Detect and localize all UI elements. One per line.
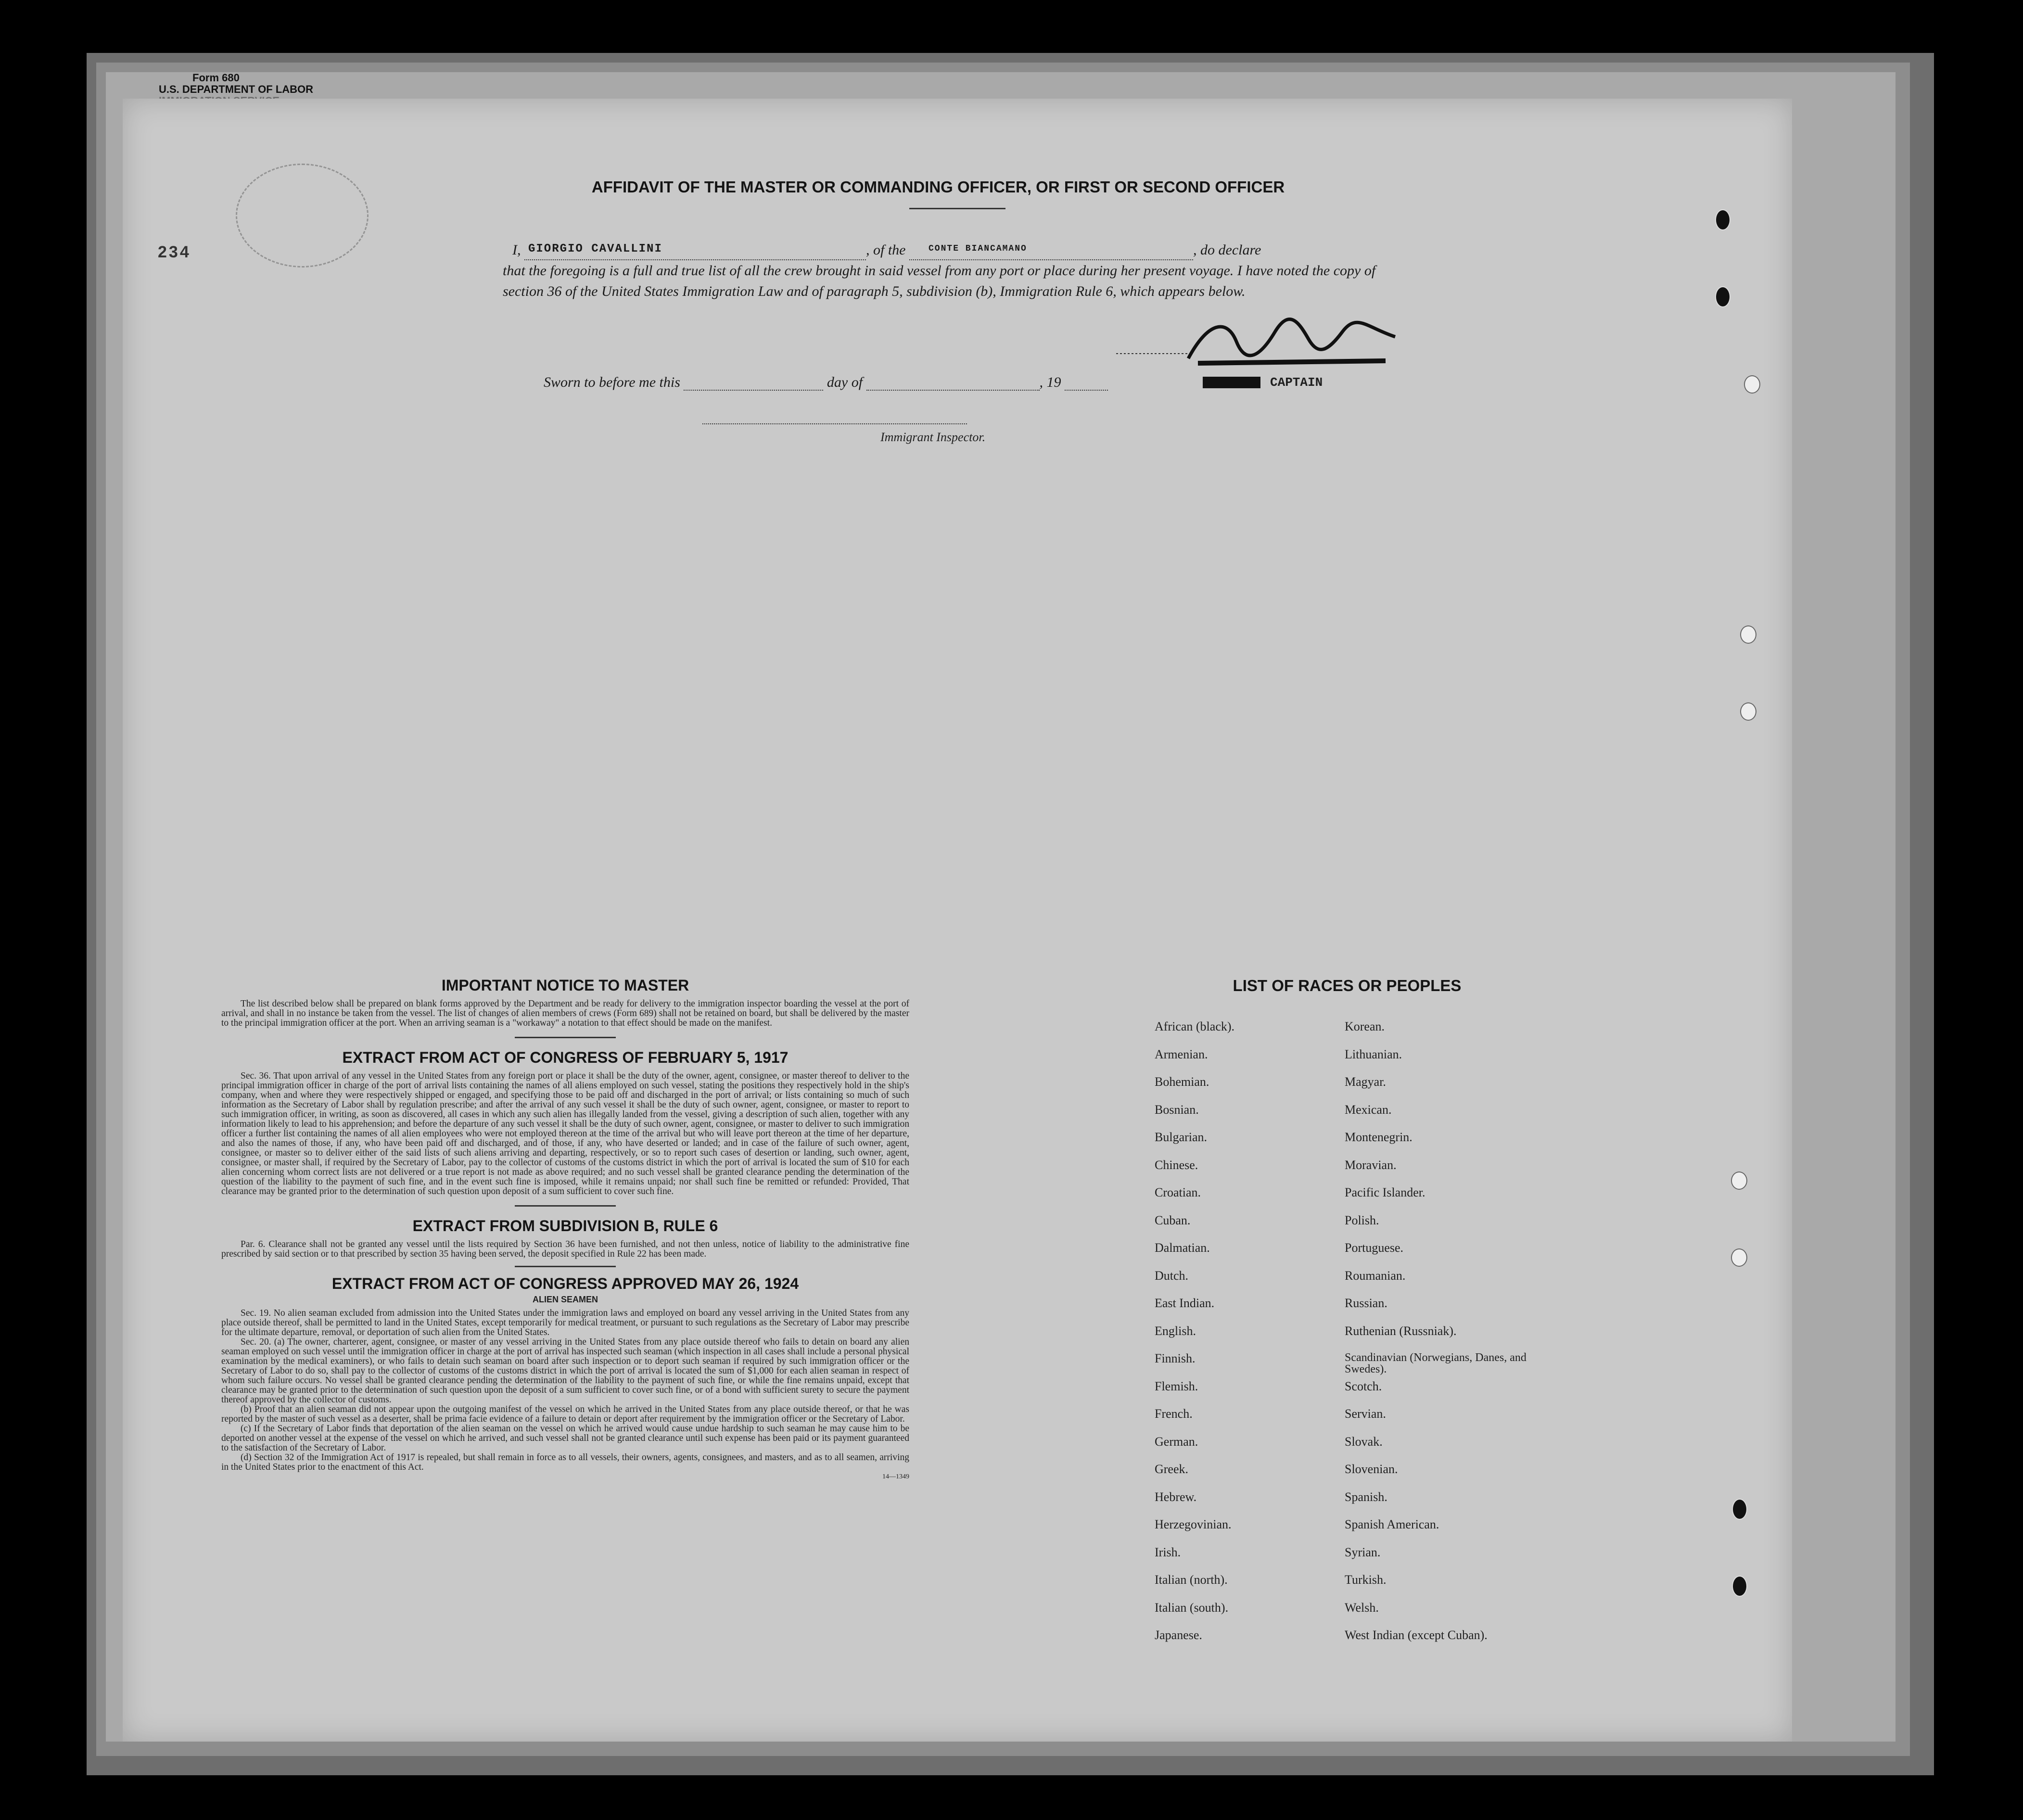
extract-rule6-text: Par. 6. Clearance shall not be granted any vessel until the lists required by Section 36 have been furnished, and not then unless, notice of liability to the administrative fine prescribed by said section or to that prescribed by section 35 having been served, the deposit specified in Rule 22 has been made. — [221, 1239, 909, 1259]
of-the-label: , of the — [866, 242, 906, 258]
sec20a-text: Sec. 20. (a) The owner, charterer, agent, consignee, or master of any vessel arriving in the United States from any place outside thereof who fails to detain on board any alien seaman employed on such vessel until the immigration officer in charge at the port of arrival has inspected such seaman (which inspection in all cases shall include a personal physical examination by the medical examiners), or who fails to detain such seaman on board after such inspection or to deport such seaman if required by such immigration officer or the Secretary of Labor to do so, shall pay to the collector of customs of the customs district in which the port of arrival is located the sum of $1,000 for each alien seaman in respect of whom such failure occurs. No vessel shall be granted clearance pending the determination of the liability to the payment of such fine, or while the fine remains unpaid, except that clearance may be granted prior to the determination of such question upon the deposit of a sum sufficient to cover such fine, or of a bond with sufficient surety to secure the payment thereof approved by the collector of customs. — [221, 1337, 909, 1405]
races-grid — [1155, 1020, 1540, 1656]
sworn-year-field[interactable] — [1065, 390, 1108, 391]
race-item: Flemish. — [1155, 1379, 1198, 1393]
affidavit-declaration — [503, 236, 1412, 302]
race-item: Italian (south). — [1155, 1600, 1229, 1615]
i-label: I, — [512, 242, 521, 258]
extract-rule6-title: EXTRACT FROM SUBDIVISION B, RULE 6 — [412, 1217, 718, 1235]
extract-1917-text: Sec. 36. That upon arrival of any vessel in the United States from any foreign port or place it shall be the duty of the owner, agent, consignee, or master thereof to deliver to the principal immigration officer in charge of the port of arrival lists containing the names of all aliens employed on such vessel, stating the positions they respectively hold in the ship's company, when and where they were respectively shipped or engaged, and specifying those to be paid off and discharged in the port of arrival; or lists containing so much of such information as the Secretary of Labor shall by regulation prescribe; and after the arrival of any such vessel it shall be the duty of such owner, agent, consignee, or master to report to such immigration officer, in writing, as soon as discovered, all cases in which any such alien has illegally landed from the vessel, giving a description of such alien, together with any information likely to lead to his apprehension; and before the departure of any such vessel it shall be the duty of such owner, agent, consignee, or master to deliver to such immigration officer a further list containing the names of all alien employees who were not employed thereon at the time of the arrival but who will leave port thereon at the time of her departure, and also the names of those, if any, who have been paid off and discharged, and of those, if any, who have deserted or landed; and in case of the failure of such owner, agent, consignee, or master so to deliver either of the said lists of such aliens arriving and departing, respectively, or so to report such cases of desertion or landing, such owner, agent, consignee, or master shall, if required by the Secretary of Labor, pay to the collector of customs of the customs district in which the port of arrival is located the sum of $10 for each alien concerning whom correct lists are not delivered or a true report is not made as above required; and no such vessel shall be granted clearance pending the determination of the question of the liability to the payment of such fine, and in the event such fine is imposed, while it remains unpaid; nor shall such fine be remitted or refunded: Provided, That clearance may be granted prior to the determination of such question upon deposit of a sum sufficient to cover such fine. — [221, 1071, 909, 1196]
affidavit-sheet — [123, 99, 1792, 1742]
race-item: Lithuanian. — [1345, 1047, 1402, 1061]
race-item: Portuguese. — [1345, 1241, 1404, 1255]
race-item: German. — [1155, 1434, 1198, 1449]
race-item: East Indian. — [1155, 1296, 1215, 1310]
affidavit-title: AFFIDAVIT OF THE MASTER OR COMMANDING OFFICER, OR FIRST OR SECOND OFFICER — [591, 178, 1285, 196]
race-item: Cuban. — [1155, 1213, 1191, 1227]
department-name: U.S. DEPARTMENT OF LABOR — [159, 83, 314, 95]
binder-hole — [1715, 209, 1730, 230]
races-list — [1155, 977, 1540, 1656]
race-item: Hebrew. — [1155, 1489, 1197, 1504]
race-item: Spanish. — [1345, 1489, 1387, 1504]
race-item: Scotch. — [1345, 1379, 1382, 1393]
inspector-signature-block — [702, 422, 1030, 445]
race-item: Russian. — [1345, 1296, 1387, 1310]
race-item: Irish. — [1155, 1545, 1181, 1559]
race-item: English. — [1155, 1324, 1196, 1338]
race-item: French. — [1155, 1407, 1193, 1421]
binder-hole — [1732, 1499, 1747, 1520]
master-name-value: GIORGIO CAVALLINI — [528, 242, 662, 255]
declare-label: , do declare — [1193, 242, 1261, 258]
race-item: Japanese. — [1155, 1628, 1202, 1642]
races-title: LIST OF RACES OR PEOPLES — [1233, 977, 1462, 994]
sec20b-text: (b) Proof that an alien seaman did not appear upon the outgoing manifest of the vessel on which he arrived in the United States from any place outside thereof, or that he was reported by the master of such vessel as a deserter, shall be prima facie evidence of a failure to detain or deport after requirement by the immigration officer or the Secretary of Labor. — [221, 1404, 909, 1424]
sworn-month-field[interactable] — [866, 390, 1040, 391]
race-item: Montenegrin. — [1345, 1130, 1412, 1144]
race-item: Slovenian. — [1345, 1462, 1398, 1476]
race-item: Greek. — [1155, 1462, 1189, 1476]
race-item: Croatian. — [1155, 1185, 1201, 1199]
race-item: Welsh. — [1345, 1600, 1379, 1615]
form-number: Form 680 — [192, 72, 240, 84]
form-code: 14—1349 — [882, 1473, 909, 1480]
declaration-body: that the foregoing is a full and true list of all the crew brought in said vessel from any port or place during her present voyage. I have noted the copy of section 36 of the United States Immigration Law and of paragraph 5, subdivision (b), Immigration Rule 6, which appears below. — [503, 263, 1376, 299]
sworn-day-field[interactable] — [684, 390, 823, 391]
race-item: Roumanian. — [1345, 1268, 1406, 1283]
race-item: Bohemian. — [1155, 1075, 1209, 1089]
redaction-mark — [1203, 377, 1260, 388]
sec20d-text: (d) Section 32 of the Immigration Act of 1917 is repealed, but shall remain in force as to all vessels, their owners, agents, consignees, and masters, and as to all seamen, arriving in the United States prior to the enactment of this Act. — [221, 1452, 909, 1472]
race-item: Pacific Islander. — [1345, 1185, 1425, 1199]
race-item: Bulgarian. — [1155, 1130, 1208, 1144]
divider — [515, 1205, 616, 1207]
captain-signature — [1116, 313, 1414, 370]
master-name-field — [524, 237, 866, 260]
sworn-label: Sworn to before me this — [544, 374, 680, 390]
race-item: Spanish American. — [1345, 1517, 1439, 1531]
binder-hole — [1744, 375, 1760, 394]
race-item: Armenian. — [1155, 1047, 1208, 1061]
legal-notices — [221, 977, 909, 1481]
race-item: Moravian. — [1345, 1158, 1397, 1172]
race-item: Dutch. — [1155, 1268, 1189, 1283]
race-item: African (black). — [1155, 1019, 1235, 1033]
extract-1924-title: EXTRACT FROM ACT OF CONGRESS APPROVED MAY 26, 1924 — [331, 1275, 799, 1292]
race-item: Magyar. — [1345, 1075, 1386, 1089]
binder-hole — [1732, 1576, 1747, 1597]
extract-1917-title: EXTRACT FROM ACT OF CONGRESS OF FEBRUARY 5, 1917 — [342, 1049, 789, 1066]
race-item: Mexican. — [1345, 1102, 1392, 1117]
page-number: 234 — [158, 243, 191, 261]
race-item: Italian (north). — [1155, 1573, 1228, 1587]
bleed-through-rows — [123, 99, 1792, 1742]
race-item: Bosnian. — [1155, 1102, 1199, 1117]
binder-hole — [1740, 702, 1756, 721]
binder-hole — [1731, 1248, 1747, 1267]
alien-seamen-subtitle: ALIEN SEAMEN — [532, 1295, 598, 1304]
inspector-label: Immigrant Inspector. — [880, 430, 986, 444]
race-item: Slovak. — [1345, 1434, 1383, 1449]
race-item: Chinese. — [1155, 1158, 1198, 1172]
race-item: West Indian (except Cuban). — [1345, 1628, 1488, 1642]
title-underline — [909, 208, 1005, 209]
race-item: Ruthenian (Russniak). — [1345, 1324, 1457, 1338]
race-item: Servian. — [1345, 1407, 1386, 1421]
vessel-name-field — [909, 236, 1193, 260]
race-item: Herzegovinian. — [1155, 1517, 1232, 1531]
year-label: , 19 — [1039, 374, 1061, 390]
notice-title: IMPORTANT NOTICE TO MASTER — [441, 977, 689, 994]
notice-text: The list described below shall be prepared on blank forms approved by the Department and be ready for delivery to the immigration inspector boarding the vessel at the port of arrival, and shall in no instance be taken from the vessel. The list of changes of alien members of crews (Form 689) shall not be retained on board, but shall be delivered by the master to the principal immigration officer at the port. When an arriving seaman is a "workaway" a notation to that effect should be made on the manifest. — [221, 999, 909, 1028]
divider — [515, 1037, 616, 1038]
vessel-name-value: CONTE BIANCAMANO — [929, 244, 1027, 254]
race-item: Finnish. — [1155, 1351, 1196, 1365]
inspector-signature-line[interactable] — [702, 422, 967, 424]
binder-hole — [1715, 286, 1730, 307]
rank-value: CAPTAIN — [1270, 375, 1323, 390]
binder-hole — [1731, 1171, 1747, 1190]
divider — [515, 1266, 616, 1267]
race-item: Dalmatian. — [1155, 1241, 1210, 1255]
race-item: Turkish. — [1345, 1573, 1387, 1587]
sec19-text: Sec. 19. No alien seaman excluded from admission into the United States under the immigration laws and employed on board any vessel arriving in the United States from any place outside thereof, shall be permitted to land in the United States, except temporarily for medical treatment, or pursuant to such regulations as the Secretary of Labor may prescribe for the ultimate departure, removal, or deportation of such alien from the United States. — [221, 1308, 909, 1337]
race-item: Scandinavian (Norwegians, Danes, and Swedes). — [1345, 1351, 1527, 1375]
race-item: Korean. — [1345, 1019, 1385, 1033]
race-item: Polish. — [1345, 1213, 1379, 1227]
official-seal-stamp — [236, 164, 369, 267]
binder-hole — [1740, 625, 1756, 644]
race-item: Syrian. — [1345, 1545, 1381, 1559]
day-of-label: day of — [827, 374, 863, 390]
sec20c-text: (c) If the Secretary of Labor finds that deportation of the alien seaman on the vessel on which he arrived would cause undue hardship to such seaman he may cause him to be deported on another vessel at the expense of the vessel on which he arrived, and such vessel shall not be granted clearance until such expense has been paid or its payment guaranteed to the satisfaction of the Secretary of Labor. — [221, 1424, 909, 1453]
